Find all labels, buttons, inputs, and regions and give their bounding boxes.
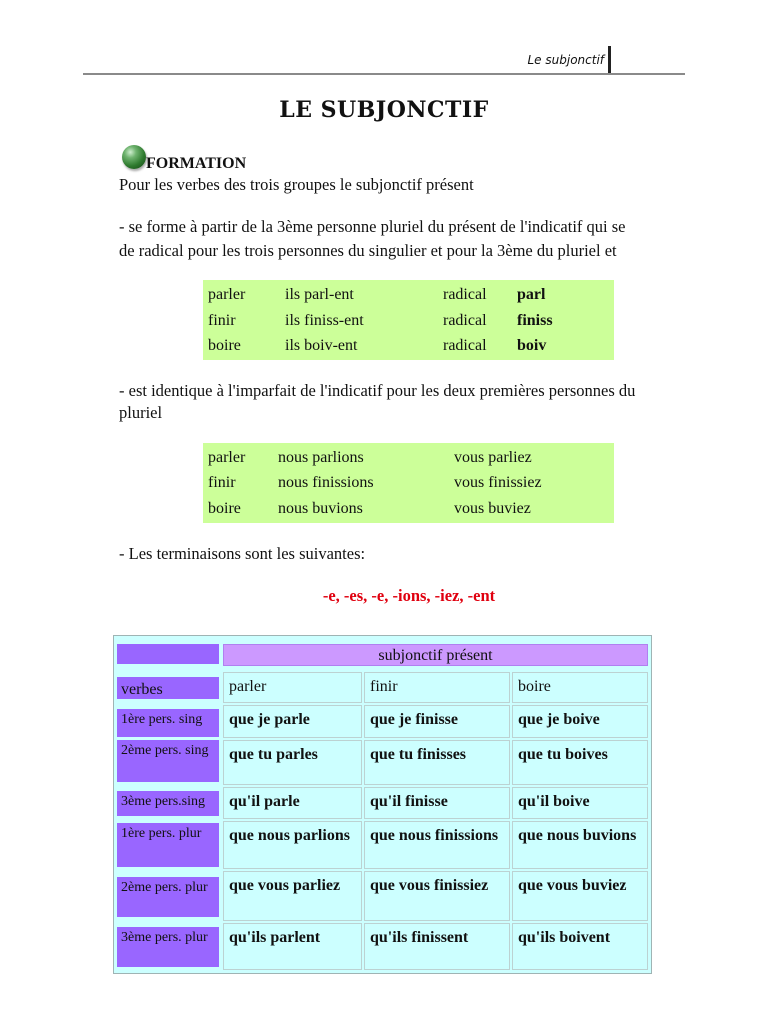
nous-cell: nous buvions: [278, 500, 363, 517]
conjugation-table: [113, 635, 652, 974]
person-label: 1ère pers. sing: [117, 709, 219, 737]
verb-cell: boire: [208, 337, 241, 354]
vous-cell: vous parliez: [454, 449, 532, 466]
conjugation-cell: que vous finissiez: [364, 871, 510, 921]
table-header: subjonctif présent: [223, 644, 648, 666]
verb-cell: finir: [208, 312, 236, 329]
verb-header-cell: boire: [512, 672, 648, 703]
person-label: 3ème pers. plur: [117, 927, 219, 967]
form-cell: ils boiv-ent: [285, 337, 358, 354]
radical-cell: boiv: [517, 337, 547, 354]
conjugation-cell: qu'il finisse: [364, 787, 510, 819]
imparfait-table: [203, 443, 614, 523]
person-label: 3ème pers.sing: [117, 791, 219, 816]
verb-header-cell: parler: [223, 672, 362, 703]
header-corner-cell: [117, 644, 219, 664]
person-label: 1ère pers. plur: [117, 823, 219, 867]
conjugation-cell: que vous parliez: [223, 871, 362, 921]
rule2-line1: - est identique à l'imparfait de l'indicatif pour les deux premières personnes du: [119, 381, 636, 400]
radical-cell: parl: [517, 286, 546, 303]
conjugation-cell: que tu finisses: [364, 740, 510, 785]
person-label: 2ème pers. sing: [117, 740, 219, 782]
nous-cell: nous parlions: [278, 449, 364, 466]
label-cell: radical: [443, 312, 487, 329]
conjugation-cell: que tu parles: [223, 740, 362, 785]
rule1-line1: - se forme à partir de la 3ème personne pluriel du présent de l'indicatif qui se: [119, 217, 626, 236]
conjugation-cell: que je parle: [223, 705, 362, 738]
conjugation-cell: que tu boives: [512, 740, 648, 785]
label-cell: radical: [443, 286, 487, 303]
conjugation-cell: que je boive: [512, 705, 648, 738]
conjugation-cell: qu'ils finissent: [364, 923, 510, 970]
page-title: LE SUBJONCTIF: [279, 97, 489, 123]
green-ball-icon: [122, 145, 146, 169]
label-cell: radical: [443, 337, 487, 354]
running-title: Le subjonctif: [527, 53, 604, 67]
form-cell: ils finiss-ent: [285, 312, 364, 329]
verb-cell: parler: [208, 449, 246, 466]
verb-cell: finir: [208, 474, 236, 491]
section-heading: FORMATION: [146, 155, 247, 172]
conjugation-cell: que nous parlions: [223, 821, 362, 869]
conjugation-cell: qu'il boive: [512, 787, 648, 819]
radical-cell: finiss: [517, 312, 553, 329]
nous-cell: nous finissions: [278, 474, 374, 491]
form-cell: ils parl-ent: [285, 286, 354, 303]
verb-cell: parler: [208, 286, 246, 303]
rule2-line2: pluriel: [119, 403, 163, 422]
verb-cell: boire: [208, 500, 241, 517]
conjugation-cell: qu'ils boivent: [512, 923, 648, 970]
endings-text: -e, -es, -e, -ions, -iez, -ent: [322, 586, 496, 605]
rule3-text: - Les terminaisons sont les suivantes:: [119, 544, 366, 563]
vous-cell: vous finissiez: [454, 474, 542, 491]
conjugation-cell: que vous buviez: [512, 871, 648, 921]
conjugation-cell: que nous buvions: [512, 821, 648, 869]
conjugation-cell: que je finisse: [364, 705, 510, 738]
verbs-label: verbes: [117, 677, 219, 699]
conjugation-cell: que nous finissions: [364, 821, 510, 869]
verb-header-cell: finir: [364, 672, 510, 703]
person-label: 2ème pers. plur: [117, 877, 219, 917]
vous-cell: vous buviez: [454, 500, 531, 517]
conjugation-cell: qu'il parle: [223, 787, 362, 819]
rule1-line2: de radical pour les trois personnes du singulier et pour la 3ème du pluriel et: [119, 241, 617, 260]
radical-table: [203, 280, 614, 360]
conjugation-cell: qu'ils parlent: [223, 923, 362, 970]
intro-text: Pour les verbes des trois groupes le subjonctif présent: [119, 175, 474, 194]
